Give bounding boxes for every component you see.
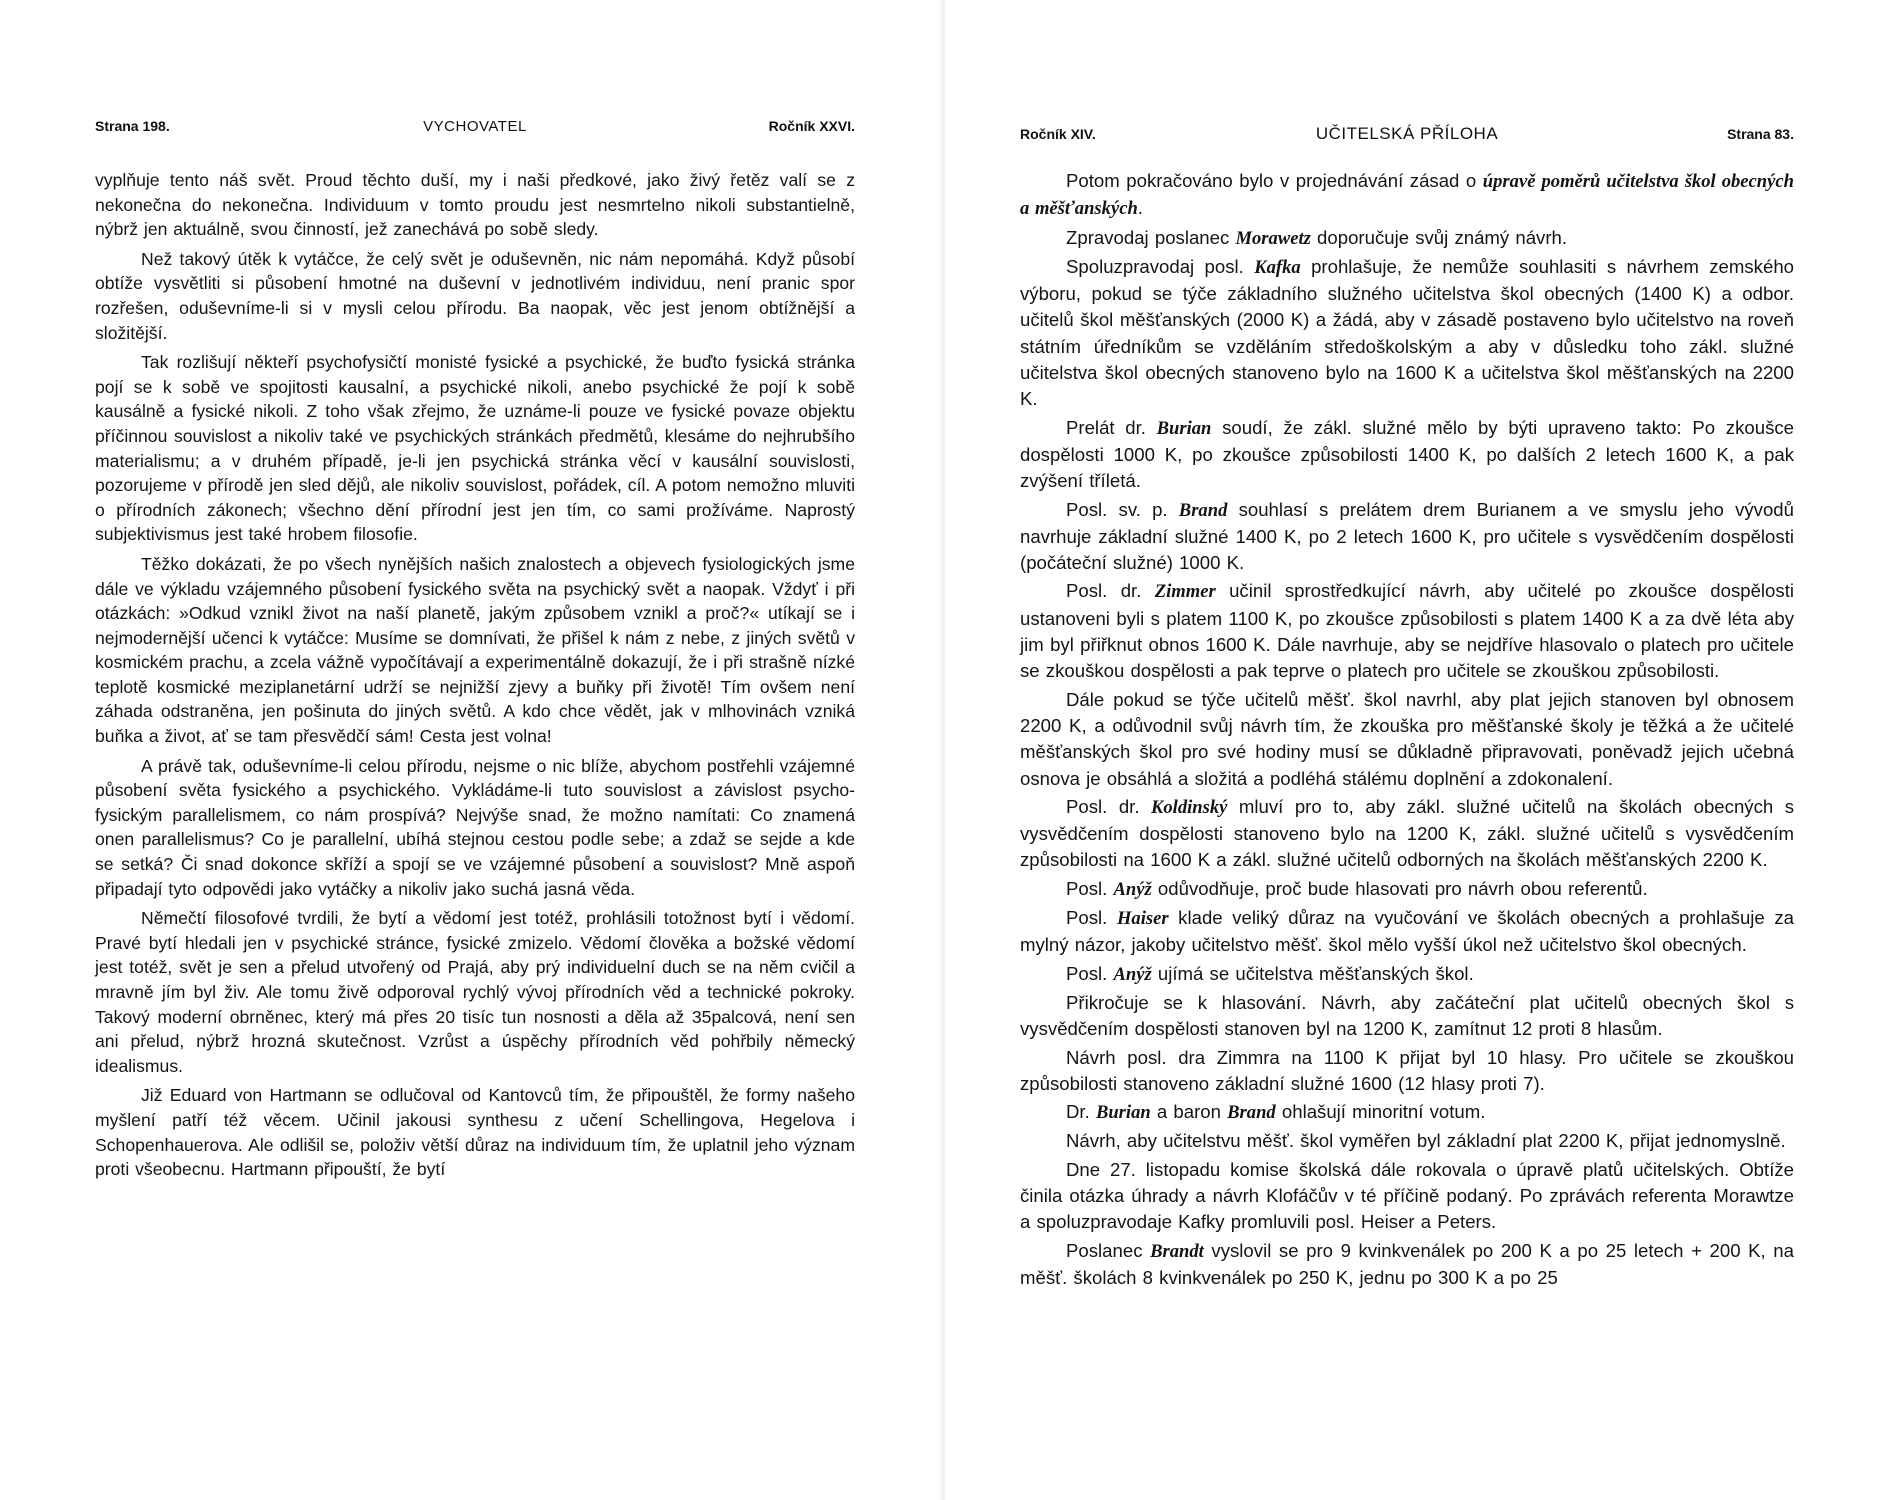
left-volume: Ročník XXVI. bbox=[768, 118, 855, 134]
left-paragraph: vyplňuje tento náš svět. Proud těchto duší, my i naši předkové, jako živý řetěz valí se z nekonečna do nekonečna. Individuum v tomto proudu jest nesmrtelno nikoli substantielně, nýbrž jen aktuálně, svou činností, jež zanechává po sobě sledy. bbox=[95, 170, 855, 240]
paragraph-text: Posl. bbox=[1066, 877, 1114, 899]
paragraph-text: Dr. bbox=[1066, 1101, 1096, 1123]
right-paragraph bbox=[1020, 254, 1794, 413]
paragraph-text: Posl. bbox=[1066, 962, 1114, 984]
right-paragraph bbox=[1020, 1238, 1794, 1292]
emphasized-name: Brand bbox=[1178, 499, 1228, 521]
paragraph-text: . bbox=[1137, 197, 1143, 219]
right-volume: Ročník XIV. bbox=[1020, 126, 1096, 142]
paragraph-text: Návrh posl. dra Zimmra na 1100 K přijat byl 10 hlasy. Pro učitele se zkouškou způsobilosti stanoveno základní služné 1600 (12 hlasy proti 7). bbox=[1020, 1046, 1794, 1094]
paragraph-text: Potom pokračováno bylo v projednávání zásad o bbox=[1066, 170, 1483, 191]
paragraph-text: souhlasí s prelátem drem Burianem a ve smyslu jeho vývodů navrhuje základní služné 1400 K, po 2 letech 1600 K, pro učitele s vysvědčením dospělosti (počáteční služné) 1000 K. bbox=[1020, 498, 1794, 574]
paragraph-text: odůvodňuje, proč bude hlasovati pro návrh obou referentů. bbox=[1151, 877, 1648, 899]
paragraph-text: Přikročuje se k hlasování. Návrh, aby začáteční plat učitelů obecných škol s vysvědčením dospělosti stanoven byl na 1200 K, zamítnut 12 proti 8 hlasům. bbox=[1020, 991, 1794, 1040]
left-page bbox=[0, 0, 943, 1500]
right-journal-title: UČITELSKÁ PŘÍLOHA bbox=[1315, 124, 1499, 143]
right-paragraph bbox=[1020, 415, 1794, 495]
paragraph-text: mluví pro to, aby zákl. služné učitelů na školách obecných s vysvědčením dospělosti stanoveno bylo na 1200 K, zákl. služné učitelů s vysvědčením způsobilosti na 1600 K a zákl. služné učitelů odborných na školách měšťanských 2200 K. bbox=[1020, 795, 1794, 871]
paragraph-text: učinil sprostředkující návrh, aby učitelé po zkoušce dospělosti ustanoveni byli s platem 1100 K, po zkoušce způsobilosti s platem 1400 K a za dvě léta aby jim byl přiřknut obnos 1600 K. Dále navrhuje, aby se nejdříve hlasovalo o platech pro učitele se zkouškou dospělosti a pak teprve o platech pro učitele se zkouškou způsobilosti. bbox=[1020, 580, 1794, 682]
paragraph-text: klade veliký důraz na vyučování ve školách obecných a prohlašuje za mylný názor, jakoby učitelstvo měšť. škol mělo vyšší úkol než učitelstvo škol obecných. bbox=[1020, 907, 1794, 956]
right-paragraph bbox=[1020, 1099, 1794, 1126]
right-body-text bbox=[1020, 168, 1794, 1293]
right-paragraph bbox=[1020, 1157, 1794, 1236]
right-page-number: Strana 83. bbox=[1727, 126, 1794, 142]
paragraph-text: Zpravodaj poslanec bbox=[1066, 226, 1236, 248]
emphasized-name: Anýž bbox=[1113, 878, 1152, 900]
right-paragraph bbox=[1020, 1128, 1794, 1154]
right-page bbox=[944, 0, 1887, 1500]
right-paragraph bbox=[1020, 168, 1794, 223]
right-paragraph bbox=[1020, 905, 1794, 959]
paragraph-text: ujímá se učitelstva měšťanských škol. bbox=[1151, 962, 1474, 984]
paragraph-text: Dne 27. listopadu komise školská dále rokovala o úpravě platů učitelských. Obtíže činila otázka úhrady a návrh Klofáčův v té příčině podaný. Po zprávách referenta Morawtze a spoluzpravodaje Kafky promluvili posl. Heiser a Peters. bbox=[1020, 1158, 1794, 1233]
left-paragraph: Těžko dokázati, že po všech nynějších našich znalostech a objevech fysiologických jsme dále ve výkladu vzájemného působení fysického světa na psychický svět a naopak. Vždyť i při otázkách: »Odkud vznikl život na naší planetě, jakým způsobem vznikl a proč?« utíkají se i nejmodernější učenci k vytáčce: Musíme se domnívati, že přišel k nám z nebe, z jiných světů v kosmickém prachu, a zcela vážně vypočítávají a experimentálně dokazují, že i při strašně nízké teplotě kosmické meziplanetární udrží se nejnižší zjevy a buňky při životě! Tím ovšem není záhada odstraněna, jen pošinuta do jiných světů. A kdo chce vědět, jak v mlhovinách vzniká buňka a život, ať se tam přesvědčí sám! Cesta jest volna! bbox=[95, 553, 855, 747]
right-paragraph bbox=[1020, 578, 1794, 684]
emphasized-name: Morawetz bbox=[1235, 227, 1311, 249]
emphasized-name: Zimmer bbox=[1154, 581, 1216, 603]
left-paragraph: Němečtí filosofové tvrdili, že bytí a vědomí jest totéž, prohlásili totožnost bytí i vědomí. Pravé bytí hledali jen v psychické stránce, fysické zmizelo. Vědomí člověka a božské vědomí jest totéž, svět je sen a přelud utvořený od Prajá, aby prý individuelní duch se na něm cvičil a mravně jím byl živ. Ale tomu živě odporoval rychlý vývoj přírodních věd a technické pokroky. Takový moderní obrněnec, který má přes 20 tisíc tun nosnosti a děla až 35palcová, není sen ani přelud, nýbrž hrozná skutečnost. Vzrůst a úspěchy přírodních věd pohřbily německý idealismus. bbox=[95, 908, 855, 1076]
paragraph-text: Posl. bbox=[1066, 907, 1117, 929]
emphasized-name: Kafka bbox=[1254, 256, 1301, 278]
emphasized-name: Brand bbox=[1227, 1102, 1276, 1124]
emphasized-name: Brandt bbox=[1150, 1240, 1204, 1262]
left-paragraph: Již Eduard von Hartmann se odlučoval od Kantovců tím, že připouštěl, že formy našeho myšlení patří též věcem. Učinil jakousi synthesu z učení Schellingova, Hegelova i Schopenhauerova. Ale odlišil se, položiv větší důraz na individuum tím, že uplatnil jeho význam proti všeobecnu. Hartmann připouští, že bytí bbox=[95, 1085, 855, 1180]
left-journal-title: VYCHOVATEL bbox=[423, 118, 527, 135]
paragraph-text: Spoluzpravodaj posl. bbox=[1066, 255, 1255, 277]
right-paragraph bbox=[1020, 1045, 1794, 1098]
paragraph-text: doporučuje svůj známý návrh. bbox=[1310, 226, 1568, 248]
right-paragraph bbox=[1020, 497, 1794, 577]
emphasized-name: Burian bbox=[1095, 1102, 1151, 1124]
emphasized-name: Koldinský bbox=[1150, 796, 1228, 818]
emphasized-name: Burian bbox=[1156, 417, 1212, 439]
right-paragraph bbox=[1020, 990, 1794, 1043]
paragraph-text: Návrh, aby učitelstvu měšť. škol vyměřen byl základní plat 2200 K, přijat jednomyslně. bbox=[1066, 1130, 1786, 1152]
right-paragraph bbox=[1020, 225, 1794, 252]
paragraph-text: Posl. dr. bbox=[1066, 580, 1155, 602]
paragraph-text: Prelát dr. bbox=[1066, 416, 1157, 438]
right-paragraph bbox=[1020, 961, 1794, 988]
emphasized-name: Haiser bbox=[1116, 908, 1169, 930]
right-paragraph bbox=[1020, 876, 1794, 903]
emphasized-name: Anýž bbox=[1113, 963, 1152, 985]
paragraph-text: Dále pokud se týče učitelů měšť. škol navrhl, aby plat jejich stanoven byl obnosem 2200 K, a odůvodnil svůj návrh tím, že zkouška pro měšťanské školy je těžká a že učitelé měšťanských škol pro své hodiny musí se důkladně připravovati, poněvadž jejich učebná osnova je obsáhlá a složitá a podléhá stálému doplnění a zdokonalení. bbox=[1020, 688, 1794, 789]
right-running-header bbox=[1020, 126, 1794, 146]
paragraph-text: soudí, že zákl. služné mělo by býti upraveno takto: Po zkoušce dospělosti 1000 K, po zkoušce způsobilosti 1400 K, po dalších 2 letech 1600 K, a pak zvýšení tříletá. bbox=[1020, 416, 1794, 492]
paragraph-text: prohlašuje, že nemůže souhlasiti s návrhem zemského výboru, pokud se týče základního služného učitelstva škol obecných (1400 K) a odbor. učitelů škol měšťanských (2000 K) a žádá, aby v zásadě postaveno bylo učitelstvo na roveň státním úředníkům se vzděláním středoškolským a aby v důsledku toho zákl. služné učitelstva škol obecných stanoveno bylo na 1600 K a učitelstva škol měšťanských na 2200 K. bbox=[1020, 255, 1794, 410]
right-paragraph bbox=[1020, 794, 1794, 874]
left-paragraph: A právě tak, oduševníme-li celou přírodu, nejsme o nic blíže, abychom postřehli vzájemné působení světa fysického a psychického. Vykládáme-li tuto souvislost a závislost psycho-fysickým parallelismem, co nám prospívá? Nejvýše snad, že možno namítati: Co znamená onen parallelismus? Co je parallelní, ubíhá stejnou cestou podle sebe; a zdaž se sejde a kde se setká? Či snad dokonce skříží a spojí se ve vzájemné působení a souvislost? Mně aspoň připadají tyto odpovědi jako vytáčky a nikoliv jako suchá jasná věda. bbox=[95, 755, 855, 899]
left-paragraph: Tak rozlišují někteří psychofysičtí monisté fysické a psychické, že buďto fysická stránka pojí se k sobě ve spojitosti kausalní, a psychické nikoli, anebo psychické že pojí k sobě kausálně a fysické nikoli. Z toho však zřejmo, že uznáme-li pouze ve fysické povaze objektu příčinnou souvislost a nikoliv také ve psychických stránkách předmětů, klesáme do nejhrubšího materialismu; a v druhém případě, je-li jen psychická stránka věcí v kausální souvislosti, pozorujeme v přírodě jen sled dějů, ale nikoliv souvislost, pořádek, cíl. A potom nemožno mluviti o přírodních zákonech; všechno dění přírodní jest jen tím, co sami prožíváme. Naprostý subjektivismus jest také hrobem filosofie. bbox=[95, 352, 855, 545]
paragraph-text: vyslovil se pro 9 kvinkvenálek po 200 K a po 25 letech + 200 K, na měšť. školách 8 kvinkvenálek po 250 K, jednu po 300 K a po 25 bbox=[1020, 1239, 1794, 1288]
left-page-number: Strana 198. bbox=[95, 118, 170, 134]
left-running-header bbox=[95, 118, 855, 138]
emphasized-name: úpravě poměrů učitelstva škol obecných a měšťanských bbox=[1020, 171, 1794, 220]
paragraph-text: ohlašují minoritní votum. bbox=[1275, 1101, 1486, 1123]
paragraph-text: Poslanec bbox=[1066, 1239, 1151, 1261]
left-body-text bbox=[95, 168, 855, 1187]
paragraph-text: Posl. sv. p. bbox=[1066, 498, 1179, 520]
right-paragraph bbox=[1020, 687, 1794, 792]
left-paragraph: Než takový útěk k vytáčce, že celý svět je oduševněn, nic nám nepomáhá. Když působí obtíže vysvětliti si působení hmotné na duševní v jednotlivém individuu, není pranic spor rozřešen, oduševníme-li si v mysli celou přírodu. Ba naopak, věc jest jenom obtížnější a složitější. bbox=[95, 248, 855, 343]
paragraph-text: a baron bbox=[1150, 1101, 1228, 1123]
paragraph-text: Posl. dr. bbox=[1066, 795, 1151, 817]
